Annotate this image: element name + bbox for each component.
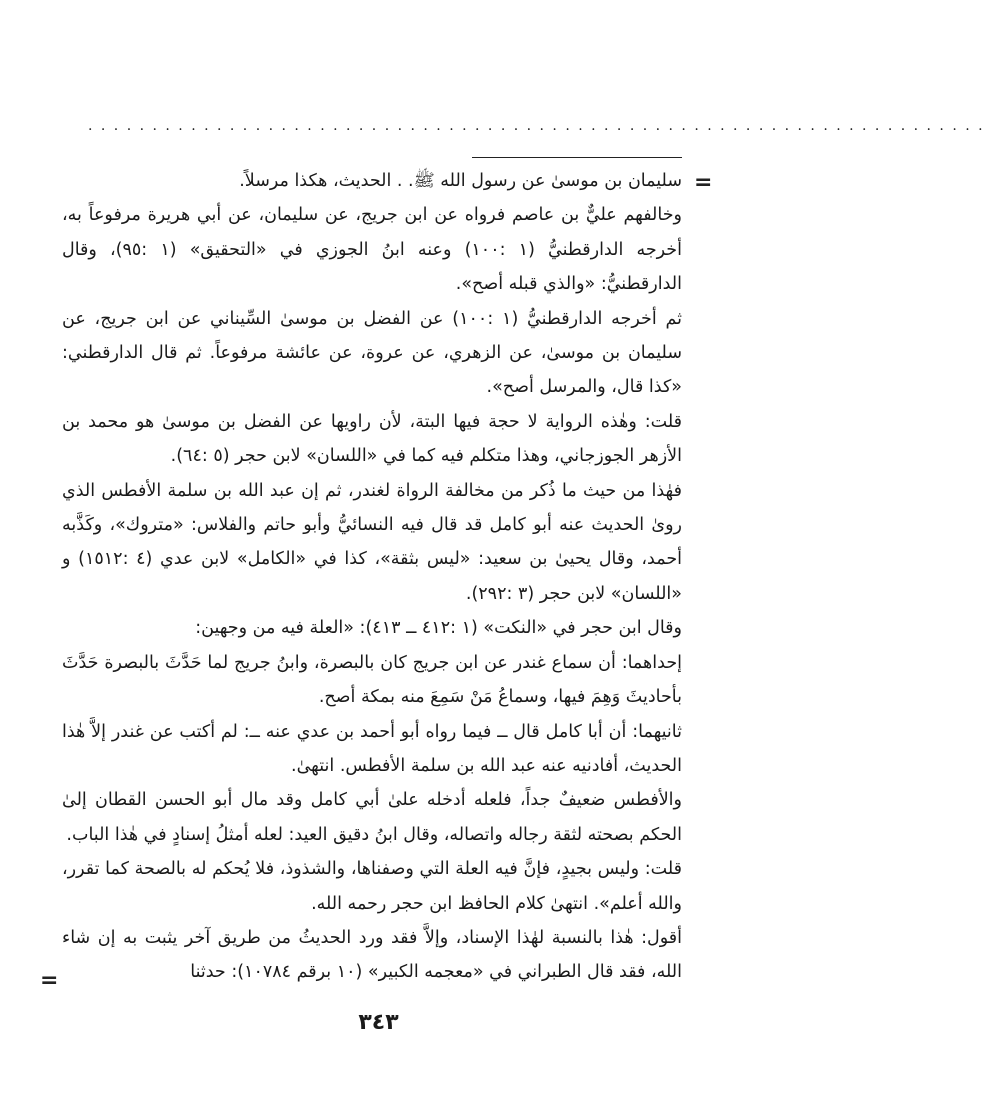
paragraph-2: وخالفهم عليٌّ بن عاصم فرواه عن ابن جريج، عن سليمان، عن أبي هريرة مرفوعاً به، أخرجه الدارقطنيُّ (١ :١٠٠) وعنه ابنُ الجوزي في «التحقيق» (١ :٩٥)، وقال الدارقطنيُّ: «والذي قبله أصح». — [62, 205, 682, 295]
continuation-marker-bottom: = — [40, 968, 59, 993]
footnote-text — [62, 164, 682, 990]
page-number: ٣٤٣ — [358, 1010, 399, 1035]
paragraph-9: والأفطس ضعيفٌ جداً، فلعله أدخله علىٰ أبي كامل وقد مال أبو الحسن القطان إلىٰ الحكم بصحته لثقة رجاله واتصاله، وقال ابنُ دقيق العيد: لعله أمثلُ إسنادٍ في هٰذا الباب. — [62, 790, 682, 845]
paragraph-3: ثم أخرجه الدارقطنيُّ (١ :١٠٠) عن الفضل بن موسىٰ السِّيناني عن ابن جريج، عن سليمان بن موسىٰ، عن الزهري، عن عروة، عن عائشة مرفوعاً. ثم قال الدارقطني: «كذا قال، والمرسل أصح». — [62, 308, 682, 398]
paragraph-11: أقول: هٰذا بالنسبة لهٰذا الإسناد، وإلاَّ فقد ورد الحديثُ من طريق آخر يثبت به إن شاء الله، فقد قال الطبراني في «معجمه الكبير» (١٠ برقم ١٠٧٨٤): حدثنا — [62, 927, 682, 983]
paragraph-1: سليمان بن موسىٰ عن رسول الله ﷺ. . الحديث، هكذا مرسلاً. — [239, 171, 682, 191]
continuation-marker-top: = — [694, 170, 713, 195]
footnote-rule — [472, 157, 682, 158]
paragraph-5: فهٰذا من حيث ما ذُكر من مخالفة الرواة لغندر، ثم إن عبد الله بن سلمة الأفطس الذي روىٰ الحديث عنه أبو كامل قد قال فيه النسائيُّ وأبو حاتم والفلاس: «متروك»، وكَذَّبه أحمد، وقال يحيىٰ بن سعيد: «ليس بثقة»، كذا في «الكامل» لابن عدي (٤ :١٥١٢) و «اللسان» لابن حجر (٣ :٢٩٢). — [62, 480, 683, 604]
paragraph-8: ثانيهما: أن أبا كامل قال ــ فيما رواه أبو أحمد بن عدي عنه ــ: لم أكتب عن غندر إلاَّ هٰذا الحديث، أفادنيه عنه عبد الله بن سلمة الأفطس. انتهىٰ. — [62, 721, 682, 776]
dotted-separator: . . . . . . . . . . . . . . . . . . . . . . . . . . . . . . . . . . . . . . . . . . . . . . . . . . . . . . . . . . . . . . . . . . . . . . — [88, 118, 985, 134]
paragraph-7: إحداهما: أن سماع غندر عن ابن جريج كان بالبصرة، وابنُ جريج لما حَدَّثَ بالبصرة حَدَّثَ بأحاديثَ وَهِمَ فيها، وسماعُ مَنْ سَمِعَ منه بمكة أصح. — [62, 652, 682, 708]
paragraph-10: قلت: وليس بجيدٍ، فإنَّ فيه العلة التي وصفناها، والشذوذ، فلا يُحكم له بالصحة كما تقرر، والله أعلم». انتهىٰ كلام الحافظ ابن حجر رحمه الله. — [62, 859, 682, 914]
paragraph-6: وقال ابن حجر في «النكت» (١ :٤١٢ ــ ٤١٣): «العلة فيه من وجهين: — [195, 618, 682, 639]
paragraph-4: قلت: وهٰذه الرواية لا حجة فيها البتة، لأن راويها عن الفضل بن موسىٰ هو محمد بن الأزهر الجوزجاني، وهذا متكلم فيه كما في «اللسان» لابن حجر (٥ :٦٤). — [62, 411, 682, 467]
